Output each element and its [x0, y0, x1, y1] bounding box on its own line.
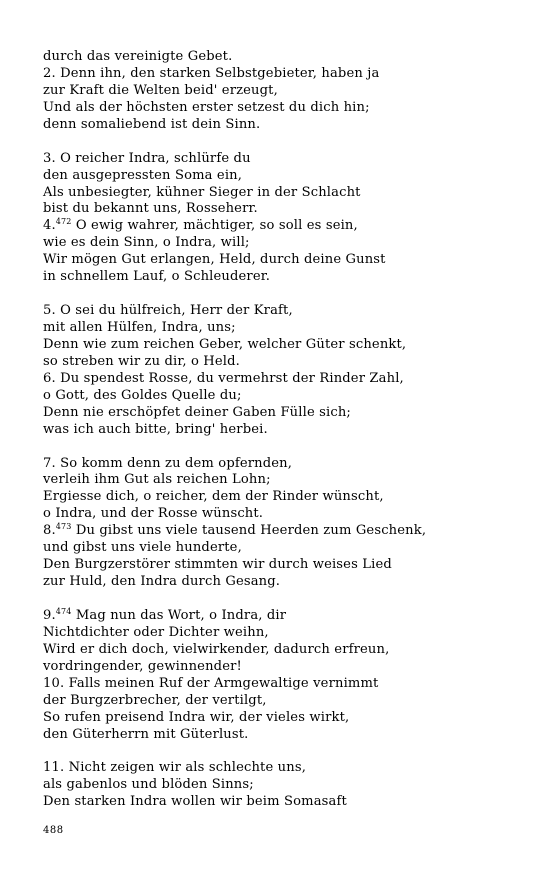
verse-line	[43, 608, 523, 625]
verse-line: in schnellem Lauf, o Schleuderer.	[43, 269, 271, 285]
verse-line: was ich auch bitte, bring' herbei.	[43, 421, 268, 437]
verse-line: den ausgepressten Soma ein,	[43, 167, 243, 183]
verse-line	[43, 523, 523, 540]
verse-line: durch das vereinigte Gebet.	[43, 49, 233, 64]
stanza-gap	[43, 743, 523, 760]
verse-line: 5. O sei du hülfreich, Herr der Kraft,	[43, 303, 293, 319]
verse-line: und gibst uns viele hunderte,	[43, 540, 242, 556]
verse-line: zur Kraft die Welten beid' erzeugt,	[43, 82, 278, 98]
footnote-marker: 474	[55, 606, 72, 616]
verse-line: 3. O reicher Indra, schlürfe du	[43, 150, 251, 166]
verse-line: verleih ihm Gut als reichen Lohn;	[43, 472, 271, 488]
verse-line: 6. Du spendest Rosse, du vermehrst der Rinder Zahl,	[43, 370, 404, 386]
footnote-marker: 472	[55, 217, 72, 227]
verse-line: als gabenlos und blöden Sinns;	[43, 777, 254, 793]
verse-line: So rufen preisend Indra wir, der vieles wirkt,	[43, 709, 350, 725]
verse-line-text: O ewig wahrer, mächtiger, so soll es sein,	[71, 218, 358, 234]
verse-number: 8.	[43, 523, 56, 539]
verse-line: bist du bekannt uns, Rosseherr.	[43, 201, 258, 217]
footnote-marker: 473	[55, 522, 72, 532]
verse-line: Und als der höchsten erster setzest du dich hin;	[43, 99, 370, 115]
verse-number: 4.	[43, 218, 56, 234]
verse-line: den Güterherrn mit Güterlust.	[43, 726, 249, 742]
verse-line: zur Huld, den Indra durch Gesang.	[43, 574, 281, 590]
verse-line: Denn wie zum reichen Geber, welcher Güter schenkt,	[43, 336, 407, 352]
verse-line: vordringender, gewinnender!	[43, 658, 242, 674]
verse-line-text: Du gibst uns viele tausend Heerden zum Geschenk,	[71, 523, 427, 539]
verse-line: Als unbesiegter, kühner Sieger in der Schlacht	[43, 184, 361, 200]
verse-line: denn somaliebend ist dein Sinn.	[43, 116, 261, 132]
stanza-gap	[43, 439, 523, 456]
stanza-gap	[43, 591, 523, 608]
verse-line: o Gott, des Goldes Quelle du;	[43, 387, 242, 403]
stanza-gap	[43, 286, 523, 303]
verse-line	[43, 218, 523, 235]
verse-line-text: Mag nun das Wort, o Indra, dir	[71, 607, 287, 623]
verse-line: Nichtdichter oder Dichter weihn,	[43, 624, 269, 640]
verse-line: Wird er dich doch, vielwirkender, dadurch erfreun,	[43, 641, 390, 657]
verse-line: Den Burgzerstörer stimmten wir durch weises Lied	[43, 557, 392, 573]
verse-line: mit allen Hülfen, Indra, uns;	[43, 320, 236, 335]
stanza-gap	[43, 134, 523, 151]
verse-line: 2. Denn ihn, den starken Selbstgebieter, haben ja	[43, 65, 380, 81]
verse-line: Ergiesse dich, o reicher, dem der Rinder wünscht,	[43, 489, 384, 505]
verse-line: Den starken Indra wollen wir beim Somasaft	[43, 794, 347, 810]
verse-number: 9.	[43, 607, 56, 623]
verse-text	[43, 49, 523, 811]
verse-line: wie es dein Sinn, o Indra, will;	[43, 235, 250, 251]
verse-line: der Burgzerbrecher, der vertilgt,	[43, 692, 267, 708]
verse-line: Denn nie erschöpfet deiner Gaben Fülle sich;	[43, 404, 351, 420]
page-number: 488	[43, 825, 64, 836]
verse-line: 11. Nicht zeigen wir als schlechte uns,	[43, 760, 307, 776]
verse-line: 10. Falls meinen Ruf der Armgewaltige vernimmt	[43, 675, 379, 691]
verse-line: 7. So komm denn zu dem opfernden,	[43, 455, 293, 471]
verse-line: so streben wir zu dir, o Held.	[43, 353, 240, 369]
verse-line: o Indra, und der Rosse wünscht.	[43, 506, 264, 522]
verse-line: Wir mögen Gut erlangen, Held, durch deine Gunst	[43, 252, 386, 268]
